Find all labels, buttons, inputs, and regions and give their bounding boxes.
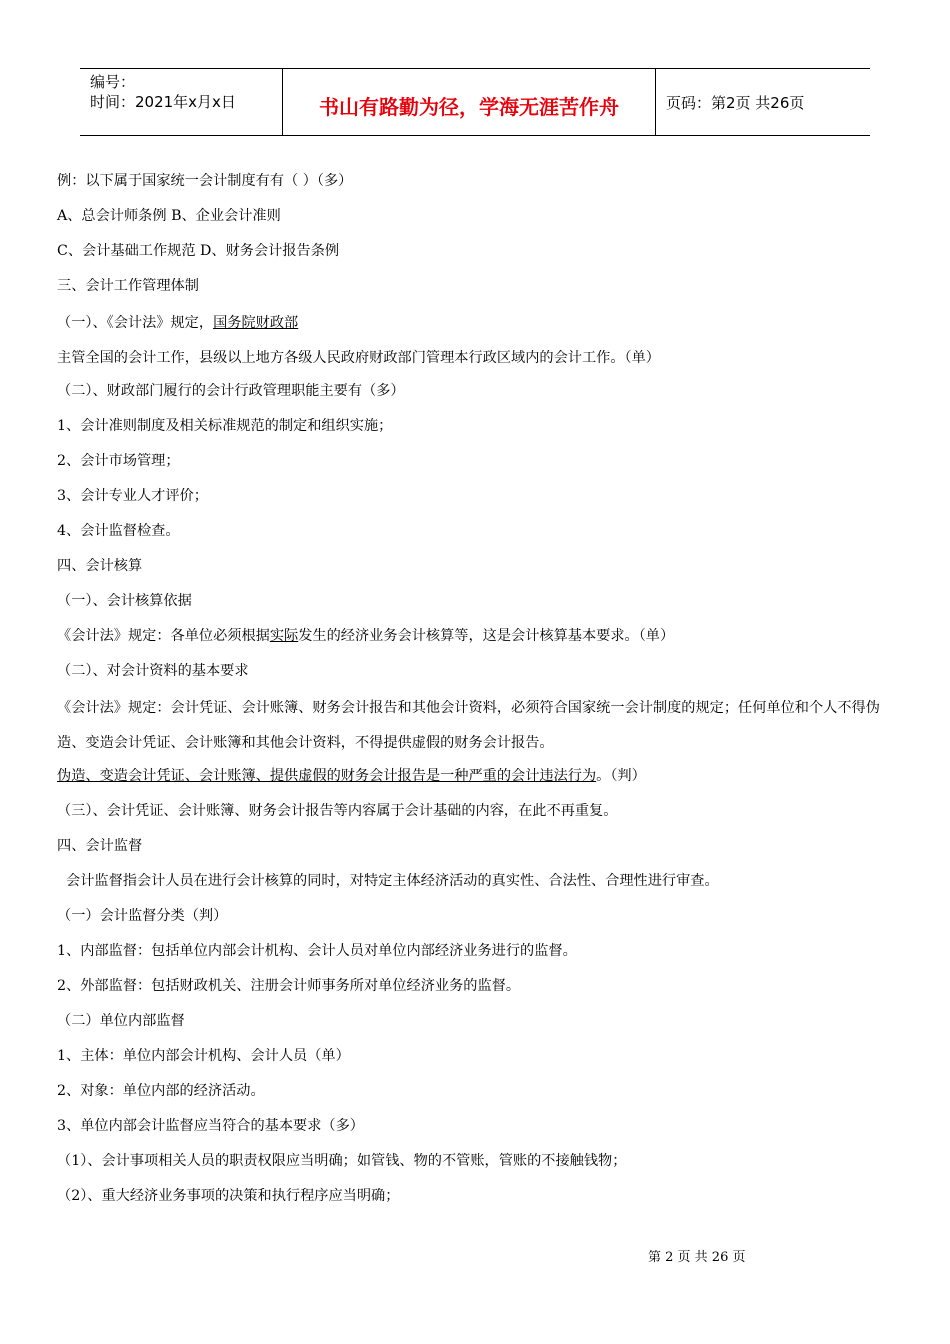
text-span: 。（判） [596, 768, 646, 784]
underlined-text: 实际 [269, 628, 299, 644]
text-line: （二）、财政部门履行的会计行政管理职能主要有（多） [57, 383, 405, 399]
section-heading: 四、会计核算 [57, 558, 143, 574]
paragraph [57, 621, 897, 656]
text-line: 1、内部监督：包括单位内部会计机构、会计人员对单位内部经济业务进行的监督。 [57, 943, 577, 959]
header-motto: 书山有路勤为径，学海无涯苦作舟 [282, 69, 656, 135]
page-footer: 第 2 页 共 26 页 [648, 1250, 746, 1265]
text-line: 4、会计监督检查。 [57, 523, 180, 539]
header-page-info: 页码：第2页 共26页 [666, 93, 805, 112]
text-span: （一）、《会计法》规定， [57, 315, 214, 331]
text-line: 3、会计专业人才评价； [57, 488, 208, 504]
text-line: （一）、会计核算依据 [57, 593, 192, 609]
document-body [57, 166, 897, 1216]
text-span: 《会计法》规定：各单位必须根据 [57, 628, 270, 644]
text-line: （二）单位内部监督 [57, 1013, 185, 1029]
underlined-text: 国务院财政部 [213, 315, 299, 331]
text-line: A、总会计师条例 B、企业会计准则 [57, 208, 281, 224]
text-line: （三）、会计凭证、会计账簿、财务会计报告等内容属于会计基础的内容，在此不再重复。 [57, 803, 618, 819]
text-line: 2、对象：单位内部的经济活动。 [57, 1083, 265, 1099]
text-line: （1）、会计事项相关人员的职责权限应当明确；如管钱、物的不管账，管账的不接触钱物； [57, 1153, 627, 1169]
paragraph [57, 306, 897, 376]
text-span: 主管全国的会计工作，县级以上地方各级人民政府财政部门管理本行政区域内的会计工作。（单） [57, 350, 660, 366]
header-left-cell [80, 69, 282, 135]
text-line: 1、主体：单位内部会计机构、会计人员（单） [57, 1048, 350, 1064]
section-heading: 三、会计工作管理体制 [57, 278, 199, 294]
paragraph [57, 761, 897, 796]
section-heading: 四、会计监督 [57, 838, 143, 854]
text-line: （二）、对会计资料的基本要求 [57, 663, 249, 679]
number-label: 编号： [90, 73, 136, 91]
text-line: C、会计基础工作规范 D、财务会计报告条例 [57, 243, 340, 259]
text-line: （2）、重大经济业务事项的决策和执行程序应当明确； [57, 1188, 400, 1204]
text-line: 1、会计准则制度及相关标准规范的制定和组织实施； [57, 418, 393, 434]
text-line: 3、单位内部会计监督应当符合的基本要求（多） [57, 1118, 364, 1134]
text-line: （一）会计监督分类（判） [57, 908, 228, 924]
underlined-text: 伪造、变造会计凭证、会计账簿、提供虚假的财务会计报告是一种严重的会计违法行为 [57, 768, 597, 784]
text-span: 发生的经济业务会计核算等，这是会计核算基本要求。（单） [298, 628, 675, 644]
text-line: 2、会计市场管理； [57, 453, 180, 469]
text-line: 2、外部监督：包括财政机关、注册会计师事务所对单位经济业务的监督。 [57, 978, 521, 994]
text-line: 会计监督指会计人员在进行会计核算的同时，对特定主体经济活动的真实性、合法性、合理性进行审查。 [57, 873, 719, 889]
paragraph: 《会计法》规定：会计凭证、会计账簿、财务会计报告和其他会计资料，必须符合国家统一会计制度的规定；任何单位和个人不得伪造、变造会计凭证、会计账簿和其他会计资料，不得提供虚假的财务会计报告。 [57, 700, 880, 751]
page-header [80, 68, 870, 136]
text-line: 例：以下属于国家统一会计制度有有（ ）（多） [57, 173, 353, 189]
time-label: 时间：2021年x月x日 [90, 93, 236, 111]
